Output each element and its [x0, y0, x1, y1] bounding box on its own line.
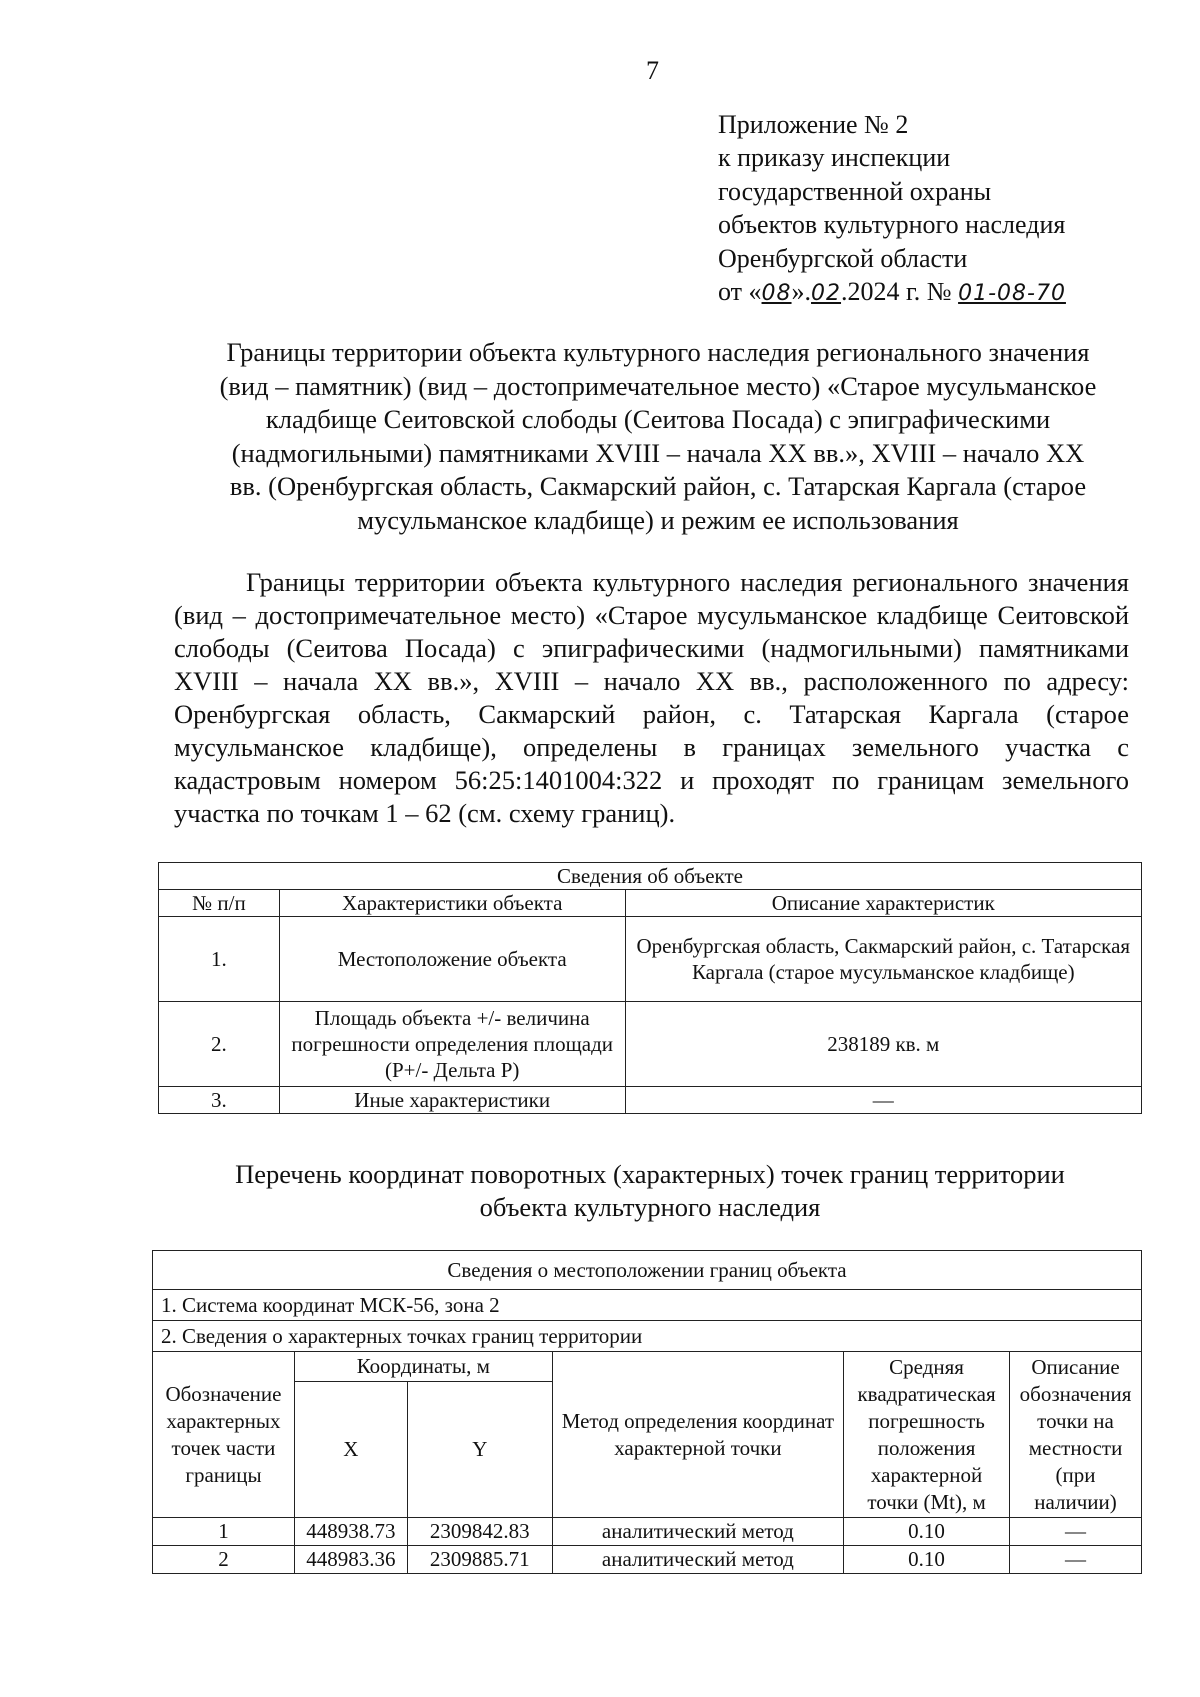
coordinates-list-title: [150, 1158, 1150, 1224]
appendix-line: Приложение № 2: [718, 110, 909, 139]
coordinates-table: [152, 1250, 1142, 1574]
table-cell: 2.: [159, 1002, 280, 1087]
table-cell: аналитический метод: [552, 1518, 843, 1546]
table-cell: —: [1010, 1518, 1142, 1546]
table-cell: аналитический метод: [552, 1546, 843, 1574]
date-mid: ».: [791, 277, 812, 307]
title-line: мусульманское кладбище) и режим ее использования: [357, 504, 959, 535]
table-row: [159, 1002, 1142, 1087]
handwritten-month: 02: [811, 281, 842, 307]
table-header: Сведения о местоположении границ объекта: [153, 1251, 1142, 1290]
date-suffix: .2024 г. №: [841, 277, 952, 307]
table-cell: 2: [153, 1546, 295, 1574]
page-number: 7: [646, 56, 659, 85]
handwritten-day: 08: [761, 281, 792, 307]
appendix-line: Оренбургской области: [718, 243, 968, 273]
table-row: [159, 1087, 1142, 1114]
appendix-line: к приказу инспекции: [718, 143, 951, 173]
table-cell: Местоположение объекта: [279, 917, 625, 1002]
table-cell: 2309842.83: [407, 1518, 552, 1546]
title-line: Границы территории объекта культурного наследия регионального значения: [226, 337, 1090, 367]
table-cell: 0.10: [844, 1546, 1010, 1574]
title-line: (надмогильными) памятниками XVIII – начала XX вв.», XVIII – начало XX: [231, 437, 1085, 468]
object-info-table: [158, 862, 1142, 1114]
column-header: Средняя квадратическая погрешность положения характерной точки (Mt), м: [844, 1352, 1010, 1518]
table-cell: 2309885.71: [407, 1546, 552, 1574]
table-cell: 0.10: [844, 1518, 1010, 1546]
appendix-line: государственной охраны: [718, 176, 992, 206]
table-row: [159, 917, 1142, 1002]
column-header: Описание характеристик: [625, 890, 1141, 917]
table-cell: 1: [153, 1518, 295, 1546]
appendix-line: объектов культурного наследия: [718, 210, 1066, 240]
table-cell: Площадь объекта +/- величина погрешности определения площади (Р+/- Дельта Р): [279, 1002, 625, 1087]
title-line: кладбище Сеитовской слободы (Сеитова Посада) с эпиграфическими: [265, 404, 1051, 434]
date-prefix: от «: [718, 277, 762, 307]
table-cell: —: [625, 1087, 1141, 1114]
appendix-block: [718, 108, 1066, 310]
column-header: Координаты, м: [294, 1352, 552, 1382]
column-header: Характеристики объекта: [279, 890, 625, 917]
points-header: 2. Сведения о характерных точках границ территории: [153, 1321, 1142, 1352]
column-header: Y: [407, 1382, 552, 1518]
column-header: № п/п: [159, 890, 280, 917]
appendix-date-line: [718, 275, 1066, 310]
table-cell: 1.: [159, 917, 280, 1002]
table-cell: 3.: [159, 1087, 280, 1114]
table-header: Сведения об объекте: [159, 863, 1142, 890]
body-paragraph-text: Границы территории объекта культурного наследия регионального значения (вид – достопримечательное место) «Старое мусульманское кладбище Сеитовской слободы (Сеитова Посада) с эпиграфическими (надмогильными) памятниками XVIII – начала XX вв.», XVIII – начало XX вв., расположенного по адресу: Оренбургская область, Сакмарский район, с. Татарская Каргала (старое мусульманское кладбище), определены в границах земельного участка с кадастровым номером 56:25:1401004:322 и проходят по границам земельного участка по точкам 1 – 62 (см. схему границ).: [174, 567, 1129, 828]
table-cell: 448983.36: [294, 1546, 407, 1574]
table-cell: Оренбургская область, Сакмарский район, с. Татарская Каргала (старое мусульманское кладбище): [625, 917, 1141, 1002]
column-header: X: [294, 1382, 407, 1518]
list-title-line: Перечень координат поворотных (характерных) точек границ территории: [235, 1159, 1065, 1189]
table-cell: Иные характеристики: [279, 1087, 625, 1114]
table-row: [153, 1546, 1142, 1574]
table-cell: 238189 кв. м: [625, 1002, 1141, 1087]
column-header: Метод определения координат характерной точки: [552, 1352, 843, 1518]
table-cell: —: [1010, 1546, 1142, 1574]
handwritten-order-number: 01-08-70: [958, 281, 1066, 307]
column-header: Описание обозначения точки на местности (при наличии): [1010, 1352, 1142, 1518]
title-line: (вид – памятник) (вид – достопримечательное место) «Старое мусульманское: [219, 370, 1097, 401]
title-line: вв. (Оренбургская область, Сакмарский район, с. Татарская Каргала (старое: [229, 471, 1087, 501]
body-paragraph: [174, 566, 1129, 830]
table-cell: 448938.73: [294, 1518, 407, 1546]
list-title-line: объекта культурного наследия: [479, 1192, 821, 1222]
table-row: [153, 1518, 1142, 1546]
document-title: [170, 336, 1146, 537]
coordinate-system: 1. Система координат МСК-56, зона 2: [153, 1290, 1142, 1321]
column-header: Обозначение характерных точек части границы: [153, 1352, 295, 1518]
